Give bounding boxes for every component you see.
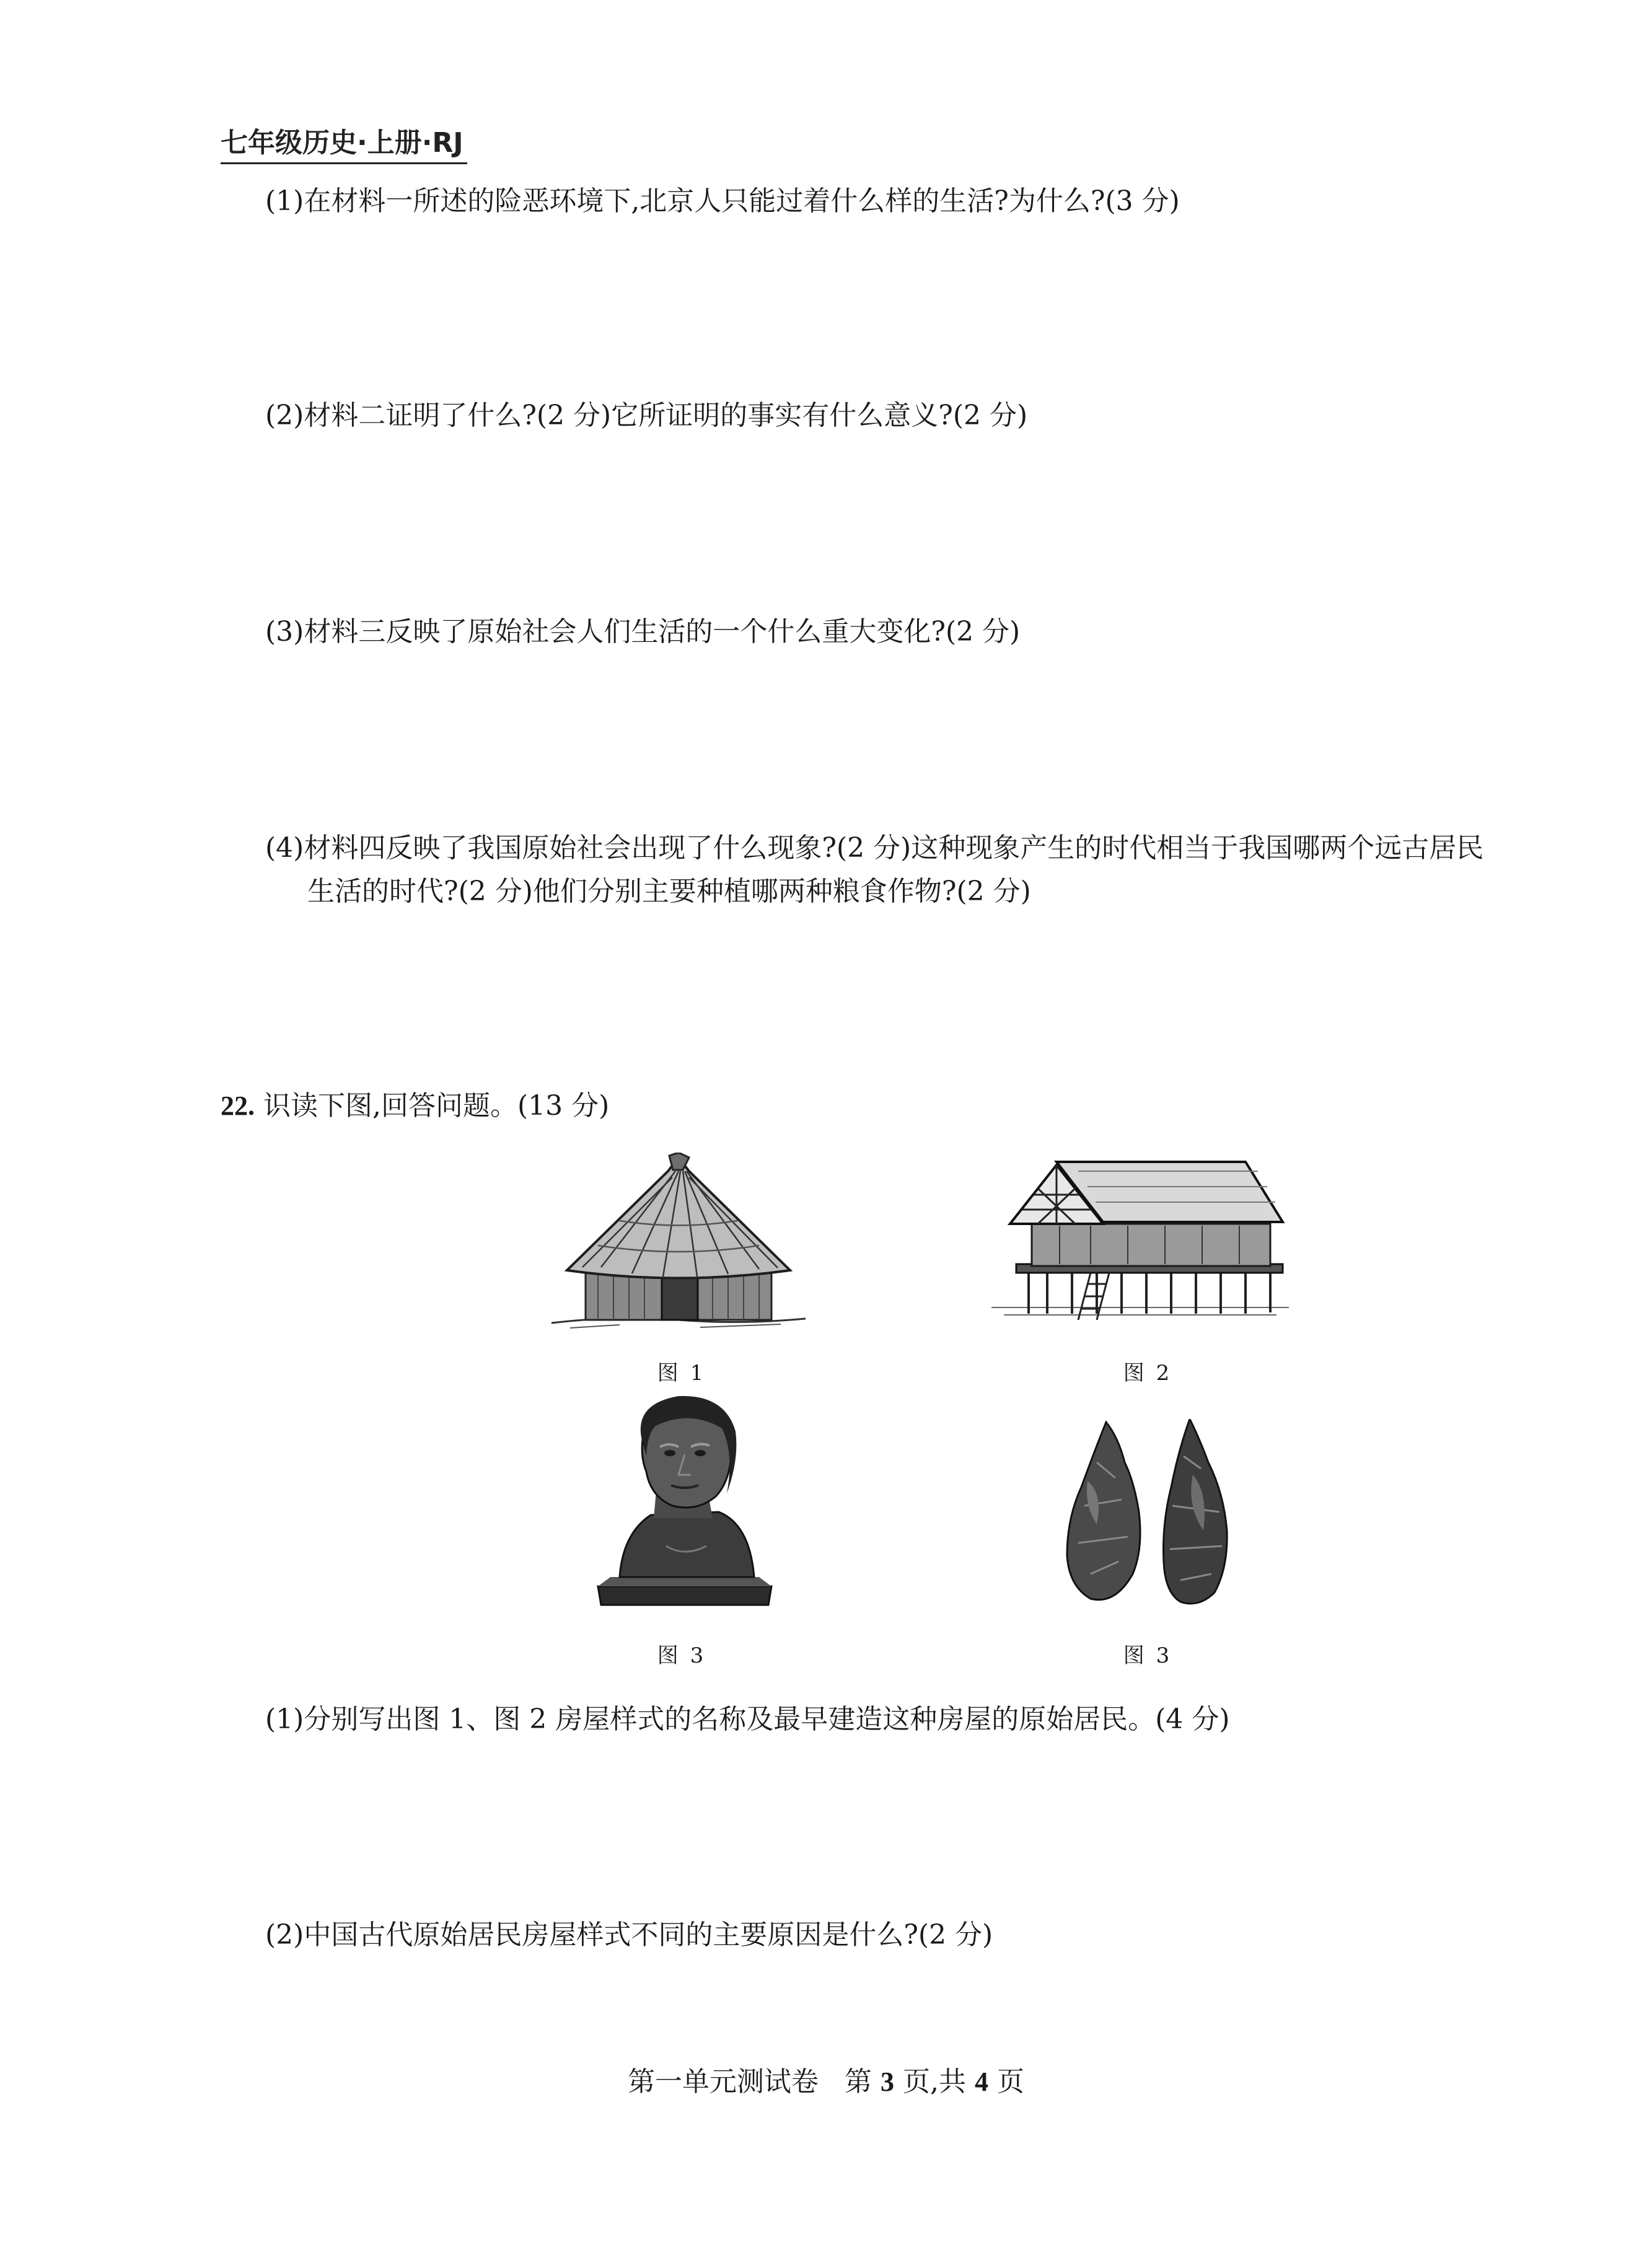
question-22-prompt — [221, 1084, 609, 1128]
figure-3-bust-image — [592, 1391, 778, 1614]
question-21-1: (1)在材料一所述的险恶环境下,北京人只能过着什么样的生活?为什么?(3 分) — [265, 185, 1180, 217]
figure-3-stone-tools-image — [1060, 1419, 1246, 1611]
footer-unit-title: 第一单元测试卷 — [628, 2066, 819, 2098]
question-22-2: (2)中国古代原始居民房屋样式不同的主要原因是什么?(2 分) — [265, 1919, 993, 1951]
footer-page-prefix: 第 — [844, 2066, 872, 2098]
footer-page-current: 3 — [880, 2067, 894, 2097]
question-21-3: (3)材料三反映了原始社会人们生活的一个什么重大变化?(2 分) — [265, 616, 1021, 648]
question-21-4-line2: 生活的时代?(2 分)他们分别主要种植哪两种粮食作物?(2 分) — [307, 876, 1031, 907]
page-header-title: 七年级历史·上册·RJ — [221, 124, 467, 164]
footer-page-suffix: 页 — [996, 2066, 1024, 2098]
figure-2-stilt-house-image — [985, 1153, 1295, 1332]
figure-3a-caption: 图 3 — [657, 1643, 706, 1668]
figure-1-thatched-hut-image — [545, 1153, 812, 1332]
footer-page-mid: 页,共 — [902, 2066, 966, 2098]
question-21-2: (2)材料二证明了什么?(2 分)它所证明的事实有什么意义?(2 分) — [265, 400, 1028, 431]
page-footer — [0, 2063, 1652, 2101]
question-22-text: 识读下图,回答问题。(13 分) — [263, 1090, 610, 1122]
figure-3b-caption: 图 3 — [1123, 1643, 1172, 1668]
footer-page-total: 4 — [974, 2067, 988, 2097]
question-22-1: (1)分别写出图 1、图 2 房屋样式的名称及最早建造这种房屋的原始居民。(4 分) — [265, 1703, 1230, 1735]
question-number: 22. — [221, 1091, 255, 1121]
question-21-4-line1: (4)材料四反映了我国原始社会出现了什么现象?(2 分)这种现象产生的时代相当于我国哪两个远古居民 — [265, 832, 1484, 864]
figure-1-caption: 图 1 — [657, 1361, 706, 1386]
figure-2-caption: 图 2 — [1123, 1361, 1172, 1386]
